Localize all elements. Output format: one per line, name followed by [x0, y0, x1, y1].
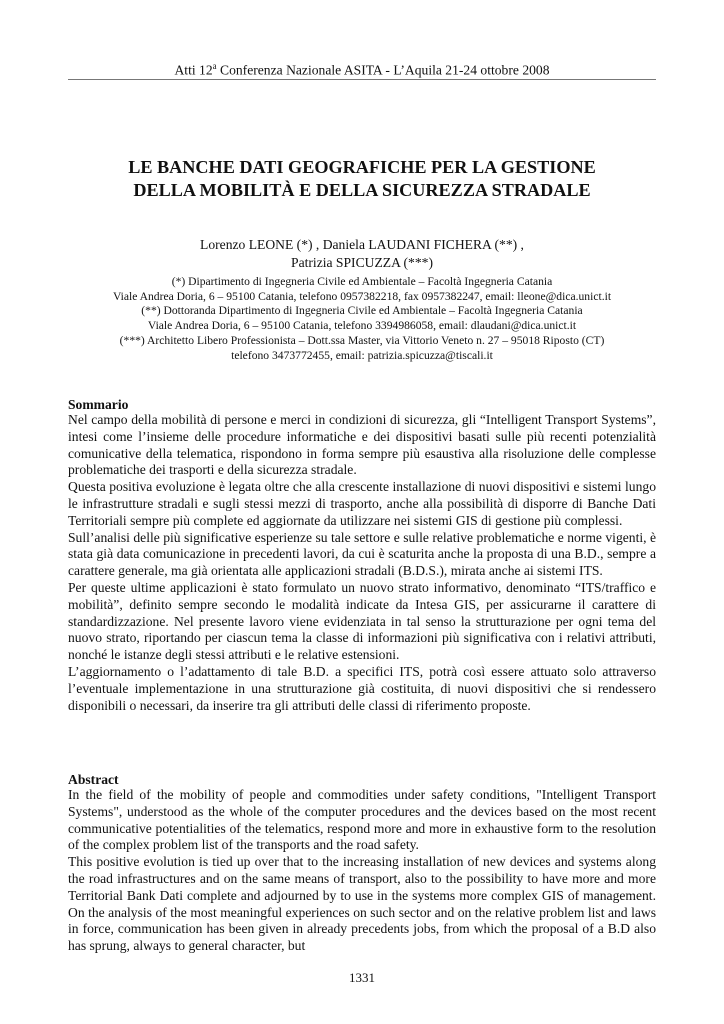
title-line-2: DELLA MOBILITÀ E DELLA SICUREZZA STRADALE [133, 180, 591, 200]
abstract-body [68, 787, 656, 955]
header-rule [68, 79, 656, 80]
page-number: 1331 [349, 970, 375, 985]
running-header [68, 57, 656, 80]
sommario-paragraph: Sull’analisi delle più significative esperienze su tale settore e sulle relative problematiche e norme vigenti, è stata già data comunicazione in precedenti lavori, da cui è scaturita anche la proposta di una B.D., sempre a carattere generale, ma già orientata alle applicazioni stradali (B.D.S.), mirata anche ai sistemi ITS. [68, 529, 656, 579]
authors-line-2: Patrizia SPICUZZA (***) [291, 254, 433, 270]
affiliation-line: Viale Andrea Doria, 6 – 95100 Catania, telefono 3394986058, email: dlaudani@dica.unict.it [147, 319, 577, 333]
affiliations [68, 275, 656, 363]
running-header-end: Conferenza Nazionale ASITA - L’Aquila 21-24 ottobre 2008 [216, 62, 550, 78]
title-line-1: LE BANCHE DATI GEOGRAFICHE PER LA GESTIONE [128, 157, 596, 177]
sommario-paragraph: Nel campo della mobilità di persone e merci in condizioni di sicurezza, gli “Intelligent Transport Systems”, intesi come l’insieme delle procedure informatiche e dei dispositivi basati sulle più recenti potenzialità comunicative della telematica, rispondono in forma sempre più esaustiva alla risoluzione delle complesse problematiche dei trasporti e della sicurezza stradale. [68, 412, 656, 478]
sommario-paragraph: L’aggiornamento o l’adattamento di tale B.D. a specifici ITS, potrà così essere attuato solo attraverso l’eventuale implementazione in una strutturazione già costituita, di nuovi dispositivi che si rendessero disponibili o necessari, da inserire tra gli attributi delle classi di riferimento proposte. [68, 663, 656, 713]
affiliation-line: (**) Dottoranda Dipartimento di Ingegneria Civile ed Ambientale – Facoltà Ingegneria Catania [141, 304, 583, 318]
abstract-paragraph: In the field of the mobility of people and commodities under safety conditions, "Intelligent Transport Systems", understood as the whole of the computer procedures and the devices based on the most recent communicative potentialities of the telematics, respond more and more in exhaustive form to the resolution of the complex problem list of the transports and the road safety. [68, 787, 656, 853]
affiliation-line: (*) Dipartimento di Ingegneria Civile ed Ambientale – Facoltà Ingegneria Catania [171, 275, 553, 288]
sommario-paragraph: Questa positiva evoluzione è legata oltre che alla crescente installazione di nuovi dispositivi e sistemi lungo le infrastrutture stradali e sugli stessi mezzi di trasporto, anche alla possibilità di disporre di Banche Dati Territoriali sempre più complete ed aggiornate da utilizzare nei sistemi GIS di gestione più complessi. [68, 479, 656, 528]
paper-title [68, 156, 656, 202]
affiliation-line: telefono 3473772455, email: patrizia.spicuzza@tiscali.it [231, 348, 493, 362]
abstract-heading: Abstract [68, 772, 119, 787]
sommario-heading: Sommario [68, 397, 129, 412]
abstract-paragraph: This positive evolution is tied up over that to the increasing installation of new devices and systems along the road infrastructures and on the same means of transport, also to the possibility to have more and more Territorial Bank Dati complete and adjourned by to use in the systems more complex GIS of management. On the analysis of the most meaningful experiences on such sector and on the relative problem list and laws in force, communication has been given in already precedents jobs, from which the proposal of a B.D also has sprung, always to general character, but [68, 854, 656, 954]
affiliation-line: Viale Andrea Doria, 6 – 95100 Catania, telefono 0957382218, fax 0957382247, email: lleone@dica.unict.it [112, 289, 612, 303]
authors-line-1: Lorenzo LEONE (*) , Daniela LAUDANI FICHERA (**) , [200, 237, 524, 252]
running-header-start: Atti 12 [174, 62, 213, 78]
running-header-superscript: a [212, 61, 217, 71]
authors [68, 236, 656, 271]
sommario-body [68, 412, 656, 714]
sommario-paragraph: Per queste ultime applicazioni è stato formulato un nuovo strato informativo, denominato “ITS/traffico e mobilità”, definito sempre secondo le modalità indicate da Intesa GIS, per assicurarne il carattere di standardizzazione. Nel presente lavoro viene evidenziata in tal senso la strutturazione per ogni tema del nuovo strato, riportando per ciascun tema la classe di informazioni più significativa con i relativi attributi, nonché le istanze degli stessi attributi e le relative estensioni. [68, 579, 656, 663]
affiliation-line: (***) Architetto Libero Professionista – Dott.ssa Master, via Vittorio Veneto n. 27 – 95018 Riposto (CT) [119, 333, 605, 347]
